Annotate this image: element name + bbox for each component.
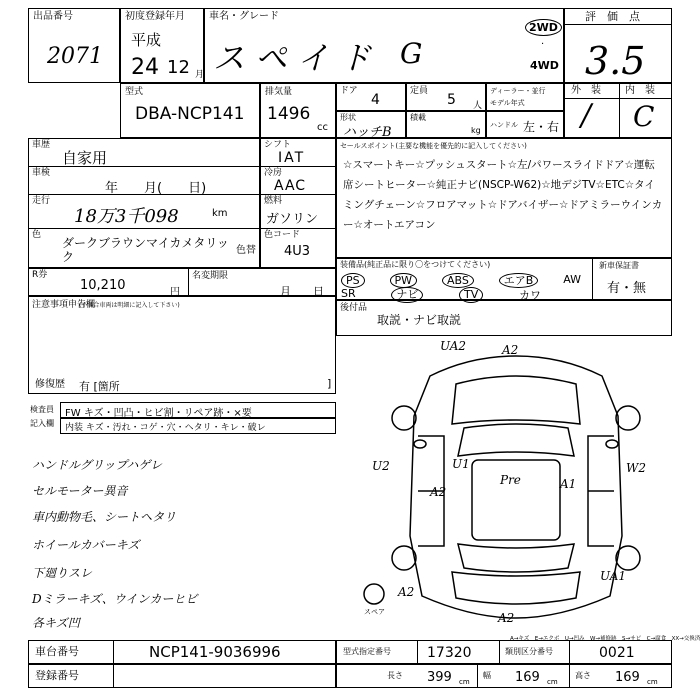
color-code-value: 4U3: [284, 244, 311, 259]
car-name-value: スペイド: [213, 39, 382, 77]
width-unit: cm: [547, 678, 558, 686]
footer-dim-row: [336, 664, 672, 688]
damage-mark: W2: [626, 461, 646, 475]
chassis-divider: [113, 641, 114, 663]
first-registration-label: 初度登録年月: [125, 11, 185, 22]
name-change-value: 月 日: [280, 285, 324, 298]
era-value: 平成: [131, 31, 162, 49]
mileage-unit: km: [212, 208, 228, 219]
type-label: 型式: [125, 87, 144, 97]
drive-2wd-label: 2WD: [529, 21, 558, 34]
equip-navi: ナビ: [391, 287, 423, 303]
damage-mark: U2: [372, 459, 390, 473]
inspection-label: 車検: [32, 168, 51, 178]
equip-aw: AW: [563, 273, 581, 286]
damage-mark: A2: [398, 585, 415, 599]
handle-box: [486, 99, 564, 138]
lot-number-label: 出品番号: [33, 11, 73, 22]
notes-sub-label: (不具合車両は明細に記入して下さい): [79, 302, 180, 309]
equip-ps: PS: [341, 273, 365, 288]
displacement-box: [260, 83, 336, 138]
inspector-row-2: [60, 418, 336, 434]
equip-tv: TV: [459, 287, 483, 303]
cert-value: 17320: [427, 645, 472, 661]
length-value: 399: [427, 670, 452, 685]
damage-mark: UA1: [600, 569, 627, 583]
inspection-value: 年 月( 日): [105, 181, 207, 196]
doors-value: 4: [371, 92, 380, 108]
handwritten-note: ホイールカバーキズ: [32, 538, 140, 552]
sales-points-box: [336, 138, 672, 258]
aftermarket-box: [336, 300, 672, 336]
aftermarket-value: 取説・ナビ取説: [377, 313, 462, 327]
lot-number-box: [28, 8, 120, 83]
interior-label: 内 装: [625, 85, 655, 96]
inspector-row-1-text: FW キズ・凹凸・ヒビ割・リペア跡・×要: [65, 408, 252, 419]
shape-box: [336, 111, 406, 138]
ac-label: 冷房: [264, 168, 283, 178]
car-roof: [472, 460, 560, 540]
seats-box: [406, 83, 486, 111]
drive-4wd: 4WD: [530, 59, 559, 72]
cert-divider: [417, 641, 418, 663]
exterior-value: /: [581, 98, 592, 133]
recycle-label: R券: [32, 270, 48, 280]
interior-value: C: [633, 100, 655, 133]
height-label: 高さ: [575, 671, 591, 680]
score-divider: [565, 24, 671, 25]
reg-divider: [113, 665, 114, 687]
displacement-value: 1496: [267, 104, 311, 124]
year-value: 24: [131, 55, 159, 80]
color-change-label: 色替: [236, 245, 256, 256]
displacement-label: 排気量: [265, 87, 293, 97]
damage-mark: Pre: [500, 473, 521, 487]
handle-value: 左・右: [523, 120, 560, 134]
equipment-row1: [341, 273, 581, 288]
name-change-label: 名変期限: [192, 271, 229, 281]
inspector-label-1: 検査員: [30, 405, 54, 414]
doors-label: ドア: [340, 86, 358, 96]
handwritten-note: 各キズ凹: [32, 616, 80, 630]
model-year-label: モデル年式: [490, 99, 525, 107]
height-value: 169: [615, 670, 640, 685]
recycle-row: [28, 268, 336, 296]
damage-mark: UA2: [440, 339, 467, 353]
car-history-label: 車歴: [32, 140, 51, 150]
damage-legend: A→キズ E→エクボ U→凹み W→補修跡 S→サビ C→腐食 XX→交換済: [510, 636, 700, 642]
new-warranty-label: 新車保証書: [599, 261, 639, 270]
wheel-rear-left: [392, 546, 416, 570]
load-label: 積載: [410, 113, 426, 122]
chassis-label: 車台番号: [35, 645, 79, 658]
damage-mark: A2: [502, 343, 519, 357]
handwritten-note: Dミラーキズ、ウインカーヒビ: [32, 592, 198, 606]
length-label: 長さ: [387, 671, 403, 680]
exterior-label: 外 装: [571, 85, 601, 96]
grade-value: G: [400, 37, 423, 70]
color-label: 色: [32, 230, 42, 240]
shape-label: 形状: [340, 113, 356, 122]
equip-pw: PW: [390, 273, 418, 288]
equip-airbag: エアB: [499, 273, 539, 288]
class-label: 類別区分番号: [505, 647, 553, 656]
dim-divider: [569, 665, 570, 687]
damage-mark: A2: [498, 611, 515, 625]
inspector-label-2: 記入欄: [30, 419, 54, 428]
sales-points-title: セールスポイント(主要な機能を優先的に記入してください): [340, 142, 527, 150]
type-box: [120, 83, 260, 138]
score-value: 3.5: [585, 39, 646, 83]
warranty-divider: [592, 259, 593, 299]
load-box: [406, 111, 486, 138]
class-divider: [499, 641, 500, 663]
car-history-value: 自家用: [62, 149, 108, 167]
damage-mark: A2: [430, 485, 447, 499]
fuel-label: 燃料: [264, 196, 283, 206]
notes-label: 注意事項申告欄: [32, 300, 96, 310]
damage-mark: U1: [452, 457, 470, 471]
mileage-label: 走行: [32, 196, 51, 206]
equipment-box: [336, 258, 672, 300]
shift-value: IAT: [278, 150, 306, 166]
inspector-row-1: [60, 402, 336, 418]
type-value: DBA-NCP141: [135, 104, 245, 124]
car-rear-window: [458, 544, 574, 572]
class-value-divider: [569, 641, 570, 663]
footer-cert-row: [336, 640, 672, 664]
load-unit: kg: [471, 126, 481, 135]
height-unit: cm: [647, 678, 658, 686]
color-value: ダークブラウンマイカメタリック: [62, 236, 229, 264]
car-model-label: 車名・グレード: [209, 11, 279, 22]
notes-box: [28, 296, 336, 394]
sales-points-text: ☆スマートキー☆プッシュスタート☆左/パワースライドドア☆運転席シートヒーター☆純正ナビ(NSCP-W62)☆地デジTV☆ETC☆タイミングチェーン☆フロアマット☆ドアバイザー☆ドアミラーウインカー☆オートエアコン: [343, 159, 663, 231]
exterior-interior-box: [564, 83, 672, 138]
recycle-value: 10,210: [80, 278, 126, 293]
wheel-rear-right: [616, 546, 640, 570]
width-label: 幅: [483, 671, 491, 680]
equip-sr: SR: [341, 287, 356, 300]
repair-history-label: 修復歴: [35, 379, 65, 390]
first-registration-box: [120, 8, 204, 83]
doors-box: [336, 83, 406, 111]
car-damage-diagram: [360, 336, 672, 636]
equipment-title: 装備品(純正品に限り〇をつけてください): [340, 260, 491, 269]
seats-unit: 人: [473, 101, 483, 111]
cert-label: 型式指定番号: [343, 647, 391, 656]
month-unit: 月: [195, 70, 205, 80]
dim-divider: [477, 665, 478, 687]
chassis-value: NCP141-9036996: [149, 643, 281, 661]
spare-wheel: [364, 584, 384, 604]
equip-leather: カワ: [519, 289, 541, 302]
ext-int-divider: [619, 84, 620, 137]
footer-reg-row: [28, 664, 336, 688]
lot-number-value: 2071: [47, 44, 103, 69]
handle-label: ハンドル: [490, 121, 518, 129]
fuel-value: ガソリン: [266, 212, 319, 227]
mirror-right: [606, 440, 618, 448]
color-code-label: 色コード: [264, 230, 301, 240]
damage-mark: A1: [560, 477, 577, 491]
drive-separator: ·: [541, 39, 545, 50]
handwritten-note: ハンドルグリップハゲレ: [32, 458, 163, 472]
handwritten-note: セルモーター異音: [32, 484, 128, 498]
width-value: 169: [515, 670, 540, 685]
wheel-front-left: [392, 406, 416, 430]
handwritten-note: 下廻りスレ: [32, 566, 93, 580]
dealer-label: ディーラー・並行: [490, 87, 546, 95]
drive-2wd: [525, 19, 562, 36]
handwritten-note: 車内動物毛、シートヘタリ: [32, 510, 177, 524]
car-windshield: [458, 424, 574, 456]
shift-label: シフト: [264, 140, 292, 150]
recycle-unit: 円: [170, 287, 180, 298]
mileage-value: 18万3千098: [74, 206, 179, 227]
new-warranty-value: 有・無: [607, 281, 647, 296]
class-value: 0021: [599, 645, 635, 661]
spare-label: スペア: [364, 608, 385, 616]
length-unit: cm: [459, 678, 470, 686]
car-hood: [452, 376, 580, 424]
repair-history-value: 有 [箇所: [79, 380, 120, 393]
month-value: 12: [167, 57, 190, 78]
ac-value: AAC: [274, 178, 307, 194]
aftermarket-label: 後付品: [340, 303, 368, 313]
seats-value: 5: [447, 92, 456, 108]
car-trunk: [452, 572, 580, 604]
repair-history-close: ]: [327, 377, 332, 390]
score-box: [564, 8, 672, 83]
inspector-row-2-text: 内装 キズ・汚れ・コゲ・穴・ヘタリ・キレ・破レ: [65, 423, 266, 433]
seats-label: 定員: [410, 86, 429, 96]
car-model-box: [204, 8, 564, 83]
mirror-left: [414, 440, 426, 448]
score-label: 評 価 点: [585, 10, 640, 23]
reg-no-label: 登録番号: [35, 669, 79, 682]
wheel-front-right: [616, 406, 640, 430]
footer-chassis-row: [28, 640, 336, 664]
shape-value: ハッチB: [343, 125, 392, 140]
equip-abs: ABS: [442, 273, 474, 288]
displacement-unit: cc: [317, 122, 328, 133]
